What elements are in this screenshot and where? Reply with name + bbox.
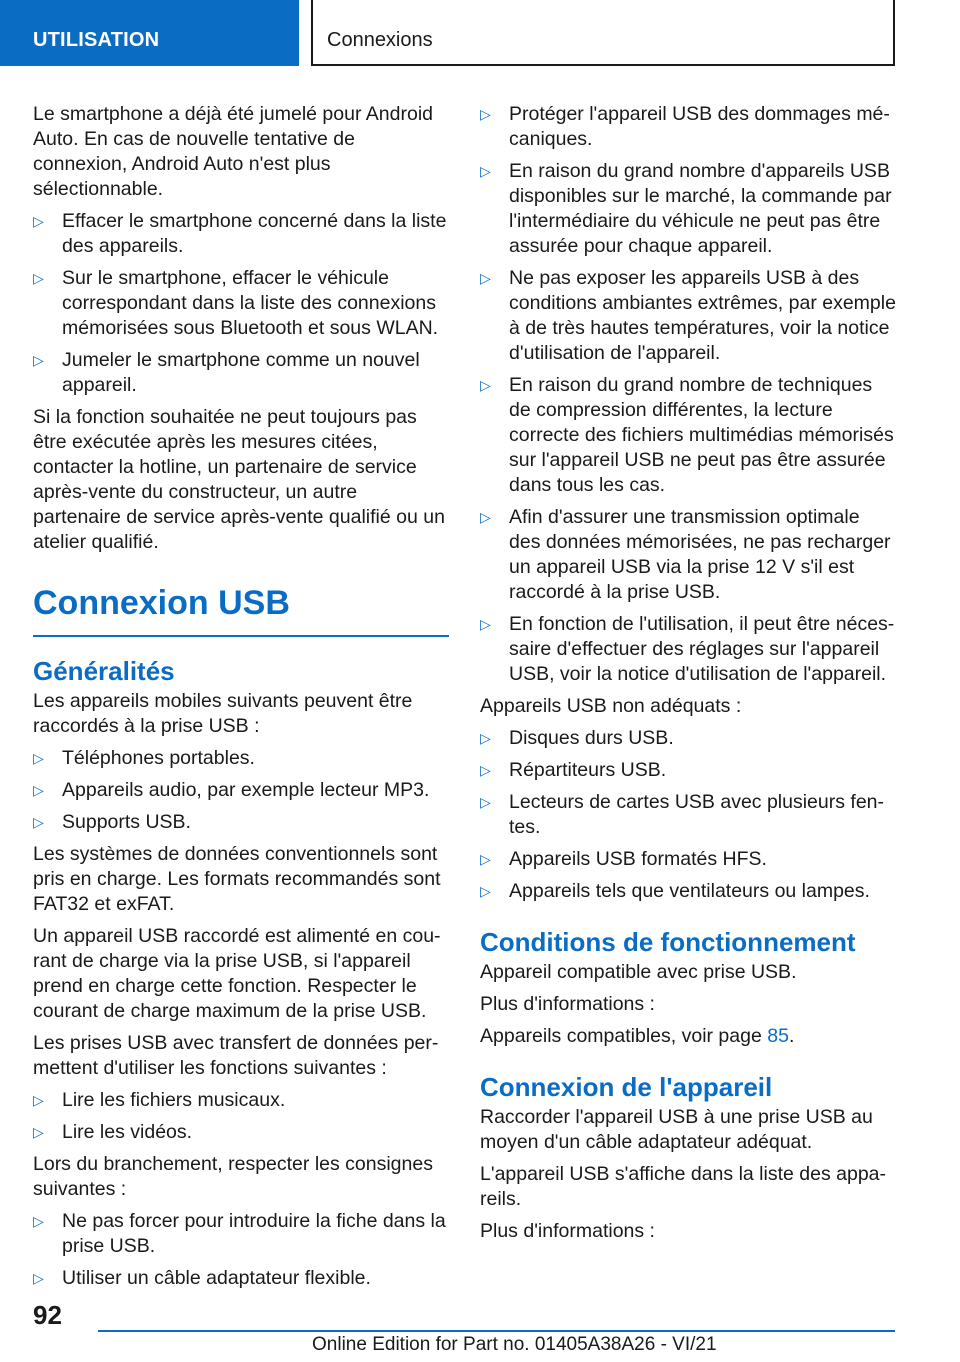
triangle-bullet-icon: ▷ — [480, 730, 491, 746]
list-item-text: Répartiteurs USB. — [509, 759, 667, 781]
list-item-text: En raison du grand nombre de techniques de compression différentes, la lecture correcte des fichiers multimédias mémorisés sur l'appareil USB ne peut pas être assurée dans tous les cas. — [509, 374, 894, 496]
list-item-text: Lecteurs de cartes USB avec plusieurs fentes. — [509, 791, 885, 838]
list-item-text: Appareils tels que ventilateurs ou lampes. — [509, 880, 870, 902]
subheading-connect-device: Connexion de l'appareil — [480, 1072, 773, 1102]
list-item-text: Sur le smartphone, effacer le véhicule correspondant dans la liste des connexions mémorisées sous Bluetooth et sous WLAN. — [62, 267, 439, 339]
list-item-text: Supports USB. — [62, 811, 191, 833]
list-item — [480, 102, 896, 152]
general-paragraph-4: Les prises USB avec transfert de données permettent d'utiliser les fonctions suivantes : — [33, 1032, 439, 1079]
list-item — [33, 266, 449, 341]
intro-paragraph: Le smartphone a déjà été jumelé pour Android Auto. En cas de nouvelle tentative de connexion, Android Auto n'est plus sélectionnable. — [33, 103, 434, 200]
list-item — [480, 790, 896, 840]
conditions-paragraph-3 — [480, 1024, 896, 1049]
list-item-text: Jumeler le smartphone comme un nouvel appareil. — [62, 349, 420, 396]
page-header — [0, 0, 960, 66]
triangle-bullet-icon: ▷ — [480, 616, 491, 632]
triangle-bullet-icon: ▷ — [480, 106, 491, 122]
triangle-bullet-icon: ▷ — [480, 270, 491, 286]
list-item-text: Disques durs USB. — [509, 727, 674, 749]
unsuitable-list — [480, 726, 896, 904]
list-item — [480, 612, 896, 687]
page-reference-link[interactable]: 85 — [767, 1025, 789, 1047]
list-item — [480, 879, 896, 904]
functions-list — [33, 1088, 449, 1145]
subheading-conditions: Conditions de fonctionnement — [480, 927, 856, 957]
subheading-general: Généralités — [33, 656, 175, 686]
triangle-bullet-icon: ▷ — [480, 794, 491, 810]
triangle-bullet-icon: ▷ — [33, 1270, 44, 1286]
notes-list-continued — [480, 102, 896, 687]
list-item — [480, 726, 896, 751]
section-heading-usb: Connexion USB — [33, 583, 449, 637]
list-item — [480, 159, 896, 259]
footer-divider — [98, 1330, 895, 1332]
page-number: 92 — [33, 1300, 62, 1330]
devices-list — [33, 746, 449, 835]
list-item — [33, 1120, 449, 1145]
triangle-bullet-icon: ▷ — [480, 883, 491, 899]
general-paragraph-5: Lors du branchement, respecter les consignes suivantes : — [33, 1153, 433, 1200]
list-item — [480, 266, 896, 366]
triangle-bullet-icon: ▷ — [33, 213, 44, 229]
list-item — [33, 1209, 449, 1259]
list-item — [480, 373, 896, 498]
conditions-period: . — [788, 1025, 795, 1047]
list-item-text: Lire les vidéos. — [62, 1121, 193, 1143]
list-item-text: Lire les fichiers musicaux. — [62, 1089, 286, 1111]
triangle-bullet-icon: ▷ — [33, 1213, 44, 1229]
intro-after-paragraph: Si la fonction souhaitée ne peut toujours pas être exécutée après les mesures citées, contacter la hotline, un partenaire de service après-vente du constructeur, un autre partenaire de service après-vente qualifié ou un atelier qualifié. — [33, 406, 445, 553]
list-item — [33, 209, 449, 259]
list-item — [33, 746, 449, 771]
list-item — [33, 778, 449, 803]
list-item-text: En raison du grand nombre d'appareils USB disponibles sur le marché, la commande par l'intermédiaire du véhicule ne peut pas être assurée pour chaque appareil. — [509, 160, 892, 257]
triangle-bullet-icon: ▷ — [480, 509, 491, 525]
list-item-text: Ne pas forcer pour introduire la fiche dans la prise USB. — [62, 1210, 446, 1257]
triangle-bullet-icon: ▷ — [33, 352, 44, 368]
list-item — [480, 758, 896, 783]
list-item-text: Afin d'assurer une transmission optimale des données mémorisées, ne pas recharger un appareil USB via la prise 12 V s'il est raccordé à la prise USB. — [509, 506, 891, 603]
chapter-box — [311, 0, 895, 66]
section-label: UTILISATION — [33, 29, 160, 51]
list-item-text: Appareils audio, par exemple lecteur MP3. — [62, 779, 430, 801]
list-item-text: Utiliser un câble adaptateur flexible. — [62, 1267, 371, 1289]
triangle-bullet-icon: ▷ — [33, 270, 44, 286]
notes-list — [33, 1209, 449, 1291]
triangle-bullet-icon: ▷ — [33, 1124, 44, 1140]
list-item — [33, 810, 449, 835]
conditions-paragraph-1: Appareil compatible avec prise USB. — [480, 961, 797, 983]
edition-text: Online Edition for Part no. 01405A38A26 - VI/21 — [312, 1334, 717, 1355]
connect-paragraph-3: Plus d'informations : — [480, 1220, 655, 1242]
connect-paragraph-2: L'appareil USB s'affiche dans la liste des appareils. — [480, 1163, 887, 1210]
list-item — [33, 348, 449, 398]
list-item — [480, 505, 896, 605]
general-paragraph-3: Un appareil USB raccordé est alimenté en courant de charge via la prise USB, si l'appareil prend en charge cette fonction. Respecter le courant de charge maximum de la prise USB. — [33, 925, 441, 1022]
list-item-text: Ne pas exposer les appareils USB à des conditions ambiantes extrêmes, par exemple à de très hautes températures, voir la notice d'utilisation de l'appareil. — [509, 267, 896, 364]
left-column — [33, 102, 449, 1298]
conditions-text: Appareils compatibles, voir page — [480, 1025, 768, 1047]
triangle-bullet-icon: ▷ — [480, 851, 491, 867]
list-item-text: Effacer le smartphone concerné dans la liste des appareils. — [62, 210, 447, 257]
section-tab — [0, 0, 299, 66]
triangle-bullet-icon: ▷ — [33, 1092, 44, 1108]
list-item-text: En fonction de l'utilisation, il peut être nécessaire d'effectuer des réglages sur l'appareil USB, voir la notice d'utilisation de l'appareil. — [509, 613, 895, 685]
connect-paragraph-1: Raccorder l'appareil USB à une prise USB au moyen d'un câble adaptateur adéquat. — [480, 1106, 873, 1153]
general-paragraph-2: Les systèmes de données conventionnels sont pris en charge. Les formats recommandés sont FAT32 et exFAT. — [33, 843, 441, 915]
triangle-bullet-icon: ▷ — [480, 762, 491, 778]
list-item — [33, 1088, 449, 1113]
triangle-bullet-icon: ▷ — [480, 377, 491, 393]
unsuitable-title: Appareils USB non adéquats : — [480, 695, 742, 717]
list-item-text: Appareils USB formatés HFS. — [509, 848, 767, 870]
list-item-text: Protéger l'appareil USB des dommages mécaniques. — [509, 103, 890, 150]
conditions-paragraph-2: Plus d'informations : — [480, 993, 655, 1015]
triangle-bullet-icon: ▷ — [33, 814, 44, 830]
triangle-bullet-icon: ▷ — [33, 782, 44, 798]
list-item — [33, 1266, 449, 1291]
chapter-label: Connexions — [327, 29, 433, 51]
intro-list — [33, 209, 449, 398]
right-column — [480, 102, 896, 1251]
triangle-bullet-icon: ▷ — [480, 163, 491, 179]
list-item — [480, 847, 896, 872]
general-paragraph-1: Les appareils mobiles suivants peuvent être raccordés à la prise USB : — [33, 690, 413, 737]
triangle-bullet-icon: ▷ — [33, 750, 44, 766]
list-item-text: Téléphones portables. — [62, 747, 255, 769]
